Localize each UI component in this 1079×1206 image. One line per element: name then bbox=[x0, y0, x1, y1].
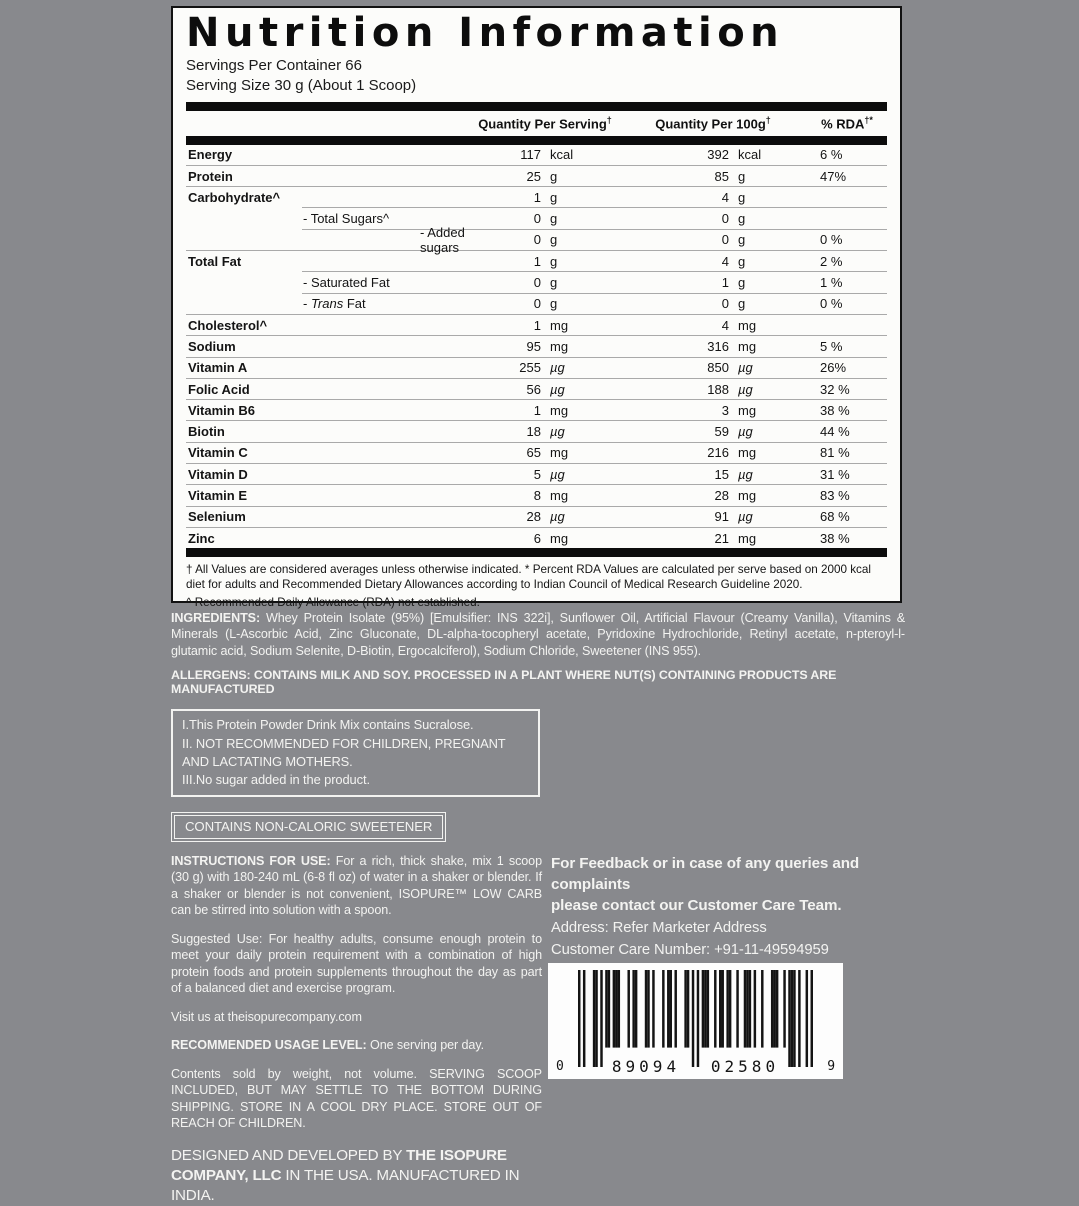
label-lower-section bbox=[171, 610, 905, 1206]
visit-us-line: Visit us at theisopurecompany.com bbox=[171, 1009, 362, 1024]
qty-per-serving-value: 8 bbox=[533, 487, 541, 503]
nutrient-label: Vitamin B6 bbox=[188, 402, 255, 418]
suggested-use-paragraph: Suggested Use: For healthy adults, consume enough protein to meet your daily protein requirement with a combination of high protein foods and protein supplements throughout the day as part of a balanced diet and exercise program. bbox=[171, 931, 542, 996]
qty-per-100g-unit: g bbox=[738, 296, 746, 312]
nutrient-row bbox=[186, 528, 887, 548]
qty-per-100g-unit: mg bbox=[738, 338, 757, 354]
feedback-heading: For Feedback or in case of any queries and complaints please contact our Customer Care Team. bbox=[551, 854, 860, 915]
qty-per-serving-unit: mg bbox=[550, 445, 569, 461]
footnote-rda: ^ Recommended Daily Allowance (RDA) not established. bbox=[186, 595, 480, 609]
divider-bar-top bbox=[186, 102, 887, 111]
nutrient-label: - Saturated Fat bbox=[303, 275, 390, 291]
qty-per-100g-value: 59 bbox=[714, 424, 729, 440]
rda-percent: 26% bbox=[820, 360, 847, 376]
instructions-text: For a rich, thick shake, mix 1 scoop (30 g) with 180-240 mL (6-8 fl oz) of water in a shaker or blender. If a shaker or blender is not convenient, ISOPURE™ LOW CARB can be stirred into solution with a spoon. bbox=[171, 853, 542, 918]
qty-per-100g-unit: mg bbox=[738, 402, 757, 418]
nutrient-row bbox=[186, 315, 887, 335]
qty-per-100g-unit: µg bbox=[738, 424, 753, 440]
nutrient-row bbox=[186, 187, 887, 207]
rda-percent: 1 % bbox=[820, 275, 843, 291]
qty-per-100g-value: 316 bbox=[707, 338, 729, 354]
rda-percent: 0 % bbox=[820, 232, 843, 248]
qty-per-serving-unit: µg bbox=[550, 509, 565, 525]
qty-per-serving-unit: g bbox=[550, 253, 558, 269]
nutrient-row bbox=[186, 400, 887, 420]
qty-per-serving-unit: g bbox=[550, 211, 558, 227]
qty-per-100g-unit: mg bbox=[738, 445, 757, 461]
qty-per-serving-unit: mg bbox=[550, 487, 569, 503]
qty-per-serving-unit: mg bbox=[550, 402, 569, 418]
nutrient-label: Folic Acid bbox=[188, 381, 250, 397]
column-header-per-100g: Quantity Per 100g† bbox=[655, 114, 771, 132]
nutrition-panel bbox=[171, 6, 902, 609]
rda-percent: 38 % bbox=[820, 530, 850, 546]
feedback-address: Address: Refer Marketer Address bbox=[551, 919, 767, 936]
qty-per-100g-value: 188 bbox=[707, 381, 729, 397]
qty-per-serving-value: 5 bbox=[533, 466, 541, 482]
qty-per-100g-unit: mg bbox=[738, 530, 757, 546]
rda-percent: 44 % bbox=[820, 424, 850, 440]
notes-box bbox=[171, 709, 540, 796]
nutrient-row bbox=[186, 294, 887, 314]
qty-per-100g-unit: mg bbox=[738, 487, 757, 503]
qty-per-100g-unit: g bbox=[738, 275, 746, 291]
nutrient-row bbox=[186, 358, 887, 378]
note-line: I.This Protein Powder Drink Mix contains Sucralose. bbox=[182, 717, 474, 733]
barcode-digit-group2: 02580 bbox=[710, 1057, 780, 1076]
rda-percent: 32 % bbox=[820, 381, 850, 397]
left-column bbox=[171, 853, 542, 1206]
qty-per-100g-unit: g bbox=[738, 253, 746, 269]
qty-per-serving-value: 25 bbox=[526, 168, 541, 184]
qty-per-serving-value: 1 bbox=[533, 189, 541, 205]
qty-per-100g-value: 21 bbox=[714, 530, 729, 546]
barcode-bars bbox=[578, 970, 813, 1067]
qty-per-100g-value: 0 bbox=[721, 296, 729, 312]
panel-title: Nutrition Information bbox=[186, 10, 785, 56]
qty-per-serving-value: 255 bbox=[519, 360, 541, 376]
qty-per-100g-value: 0 bbox=[721, 232, 729, 248]
dagger-star-mark: †* bbox=[864, 114, 873, 125]
divider-bar-bottom bbox=[186, 548, 887, 557]
qty-per-100g-unit: µg bbox=[738, 509, 753, 525]
sweetener-box: CONTAINS NON-CALORIC SWEETENER bbox=[171, 812, 446, 842]
qty-per-serving-value: 0 bbox=[533, 211, 541, 227]
nutrient-label: Vitamin C bbox=[188, 445, 248, 461]
qty-per-100g-unit: kcal bbox=[738, 147, 762, 163]
qty-per-serving-value: 18 bbox=[526, 424, 541, 440]
qty-per-serving-unit: g bbox=[550, 189, 558, 205]
qty-per-serving-value: 0 bbox=[533, 275, 541, 291]
rda-percent: 5 % bbox=[820, 338, 843, 354]
qty-per-serving-unit: µg bbox=[550, 466, 565, 482]
qty-per-100g-value: 1 bbox=[721, 275, 729, 291]
nutrient-row bbox=[186, 443, 887, 463]
dagger-mark: † bbox=[765, 114, 771, 125]
qty-per-serving-unit: g bbox=[550, 275, 558, 291]
allergens-statement: ALLERGENS: CONTAINS MILK AND SOY. PROCESSED IN A PLANT WHERE NUT(S) CONTAINING PRODUCTS ARE MANUFACTURED bbox=[171, 668, 837, 697]
qty-per-100g-value: 91 bbox=[714, 509, 729, 525]
qty-per-100g-value: 15 bbox=[714, 466, 729, 482]
qty-per-serving-unit: µg bbox=[550, 424, 565, 440]
qty-per-serving-value: 1 bbox=[533, 317, 541, 333]
rda-percent: 31 % bbox=[820, 466, 850, 482]
nutrient-row bbox=[186, 507, 887, 527]
note-line: III.No sugar added in the product. bbox=[182, 772, 370, 788]
designed-by-line: DESIGNED AND DEVELOPED BY THE ISOPURE COMPANY, LLC IN THE USA. MANUFACTURED IN INDIA. bbox=[171, 1147, 520, 1204]
instructions-paragraph bbox=[171, 853, 542, 919]
qty-per-100g-value: 4 bbox=[721, 189, 729, 205]
qty-per-100g-value: 85 bbox=[714, 168, 729, 184]
nutrient-label: Protein bbox=[188, 168, 233, 184]
qty-per-serving-value: 28 bbox=[526, 509, 541, 525]
ingredients-text: Whey Protein Isolate (95%) [Emulsifier: INS 322i], Sunflower Oil, Artificial Flavour (Creamy Vanilla), Vitamins & Minerals (L-Ascorbic Acid, Zinc Gluconate, DL-alpha-tocopheryl acetate, Pyridoxine Hydrochloride, Retinyl acetate, n-pteroyl-l-glutamic acid, Sodium Selenite, D-Biotin, Ergocalciferol), Sodium Chloride, Sweetener (INS 955). bbox=[171, 611, 905, 658]
qty-per-100g-unit: g bbox=[738, 168, 746, 184]
qty-per-serving-value: 95 bbox=[526, 338, 541, 354]
qty-per-100g-value: 4 bbox=[721, 253, 729, 269]
nutrient-row bbox=[186, 485, 887, 505]
nutrient-row bbox=[186, 379, 887, 399]
column-header-rda: % RDA†* bbox=[821, 114, 873, 132]
footnotes bbox=[186, 562, 887, 610]
serving-size: Serving Size 30 g (About 1 Scoop) bbox=[186, 76, 417, 94]
qty-per-100g-unit: g bbox=[738, 232, 746, 248]
rda-percent: 2 % bbox=[820, 253, 843, 269]
qty-per-serving-unit: g bbox=[550, 232, 558, 248]
qty-per-serving-unit: g bbox=[550, 296, 558, 312]
rda-percent: 47% bbox=[820, 168, 847, 184]
footnote-values: † All Values are considered averages unless otherwise indicated. * Percent RDA Values are calculated per serve based on 2000 kcal diet for adults and Recommended Dietary Allowances according to Indian Council of Medical Research Guideline 2020. bbox=[186, 563, 871, 592]
nutrient-label: Zinc bbox=[188, 530, 215, 546]
qty-per-serving-value: 65 bbox=[526, 445, 541, 461]
qty-per-100g-value: 3 bbox=[721, 402, 729, 418]
qty-per-serving-value: 1 bbox=[533, 402, 541, 418]
barcode-digit-right: 9 bbox=[827, 1059, 835, 1074]
instructions-label: INSTRUCTIONS FOR USE: bbox=[171, 853, 331, 868]
qty-per-serving-unit: mg bbox=[550, 338, 569, 354]
nutrient-label: Vitamin E bbox=[188, 487, 248, 503]
nutrient-label: Energy bbox=[188, 147, 233, 163]
qty-per-100g-unit: mg bbox=[738, 317, 757, 333]
divider-bar-header bbox=[186, 136, 887, 145]
qty-per-100g-value: 392 bbox=[707, 147, 729, 163]
qty-per-serving-value: 1 bbox=[533, 253, 541, 269]
qty-per-100g-value: 216 bbox=[707, 445, 729, 461]
nutrient-label: - Total Sugars^ bbox=[303, 211, 390, 227]
nutrient-row bbox=[186, 421, 887, 441]
note-line: II. NOT RECOMMENDED FOR CHILDREN, PREGNANT AND LACTATING MOTHERS. bbox=[182, 735, 506, 770]
qty-per-serving-value: 117 bbox=[520, 147, 541, 163]
qty-per-serving-value: 0 bbox=[533, 232, 541, 248]
nutrient-label: - Added sugars bbox=[420, 224, 465, 255]
usage-level-line bbox=[171, 1037, 542, 1053]
isopure-company-name: THE ISOPURE COMPANY, LLC bbox=[171, 1147, 507, 1185]
nutrient-label: Selenium bbox=[188, 509, 246, 525]
ingredients-paragraph bbox=[171, 610, 905, 659]
nutrient-row bbox=[186, 272, 887, 292]
nutrient-row bbox=[186, 336, 887, 356]
nutrient-label: Cholesterol^ bbox=[188, 317, 268, 333]
nutrient-label: Vitamin A bbox=[188, 360, 248, 376]
nutrient-row bbox=[186, 224, 887, 255]
nutrient-label: Sodium bbox=[188, 338, 236, 354]
nutrient-label: Total Fat bbox=[188, 253, 242, 269]
qty-per-serving-unit: µg bbox=[550, 381, 565, 397]
barcode-digit-group1: 89094 bbox=[611, 1057, 681, 1076]
qty-per-100g-value: 0 bbox=[721, 211, 729, 227]
qty-per-100g-unit: g bbox=[738, 189, 746, 205]
qty-per-serving-value: 0 bbox=[533, 296, 541, 312]
qty-per-100g-value: 28 bbox=[714, 487, 729, 503]
qty-per-100g-unit: µg bbox=[738, 381, 753, 397]
nutrient-label: Carbohydrate^ bbox=[188, 189, 281, 205]
qty-per-serving-unit: µg bbox=[550, 360, 565, 376]
nutrient-label: Vitamin D bbox=[188, 466, 248, 482]
feedback-phone: Customer Care Number: +91-11-49594959 bbox=[551, 942, 829, 959]
barcode-digit-left: 0 bbox=[556, 1059, 564, 1074]
column-header-per-serving: Quantity Per Serving† bbox=[478, 114, 612, 132]
nutrient-row bbox=[186, 251, 887, 271]
qty-per-serving-unit: kcal bbox=[550, 147, 574, 163]
nutrient-table bbox=[186, 145, 887, 549]
qty-per-serving-value: 56 bbox=[526, 381, 541, 397]
qty-per-serving-unit: mg bbox=[550, 530, 569, 546]
nutrient-label: - Trans Fat bbox=[303, 296, 366, 312]
nutrient-row bbox=[186, 145, 887, 165]
ingredients-label: INGREDIENTS: bbox=[171, 611, 261, 625]
qty-per-100g-value: 850 bbox=[707, 360, 729, 376]
servings-per-container: Servings Per Container 66 bbox=[186, 57, 362, 74]
contents-note: Contents sold by weight, not volume. SERVING SCOOP INCLUDED, BUT MAY SETTLE TO THE BOTTOM DURING SHIPPING. STORE IN A COOL DRY PLACE. STORE OUT OF REACH OF CHILDREN. bbox=[171, 1066, 542, 1130]
qty-per-serving-unit: g bbox=[550, 168, 558, 184]
qty-per-serving-unit: mg bbox=[550, 317, 569, 333]
qty-per-100g-value: 4 bbox=[721, 317, 729, 333]
rda-percent: 0 % bbox=[820, 296, 843, 312]
qty-per-100g-unit: µg bbox=[738, 360, 753, 376]
nutrient-label: Biotin bbox=[188, 424, 225, 440]
usage-level-text: One serving per day. bbox=[366, 1038, 484, 1053]
column-header-row bbox=[186, 111, 887, 136]
rda-percent: 6 % bbox=[820, 147, 843, 163]
rda-percent: 83 % bbox=[820, 487, 850, 503]
rda-percent: 68 % bbox=[820, 509, 850, 525]
qty-per-serving-value: 6 bbox=[533, 530, 541, 546]
usage-level-label: RECOMMENDED USAGE LEVEL: bbox=[171, 1038, 367, 1053]
serving-info bbox=[186, 56, 887, 96]
rda-percent: 38 % bbox=[820, 402, 850, 418]
upc-barcode bbox=[548, 963, 843, 1079]
qty-per-100g-unit: g bbox=[738, 211, 746, 227]
rda-percent: 81 % bbox=[820, 445, 850, 461]
nutrient-row bbox=[186, 166, 887, 186]
nutrient-row bbox=[186, 464, 887, 484]
dagger-mark: † bbox=[606, 114, 612, 125]
qty-per-100g-unit: µg bbox=[738, 466, 753, 482]
